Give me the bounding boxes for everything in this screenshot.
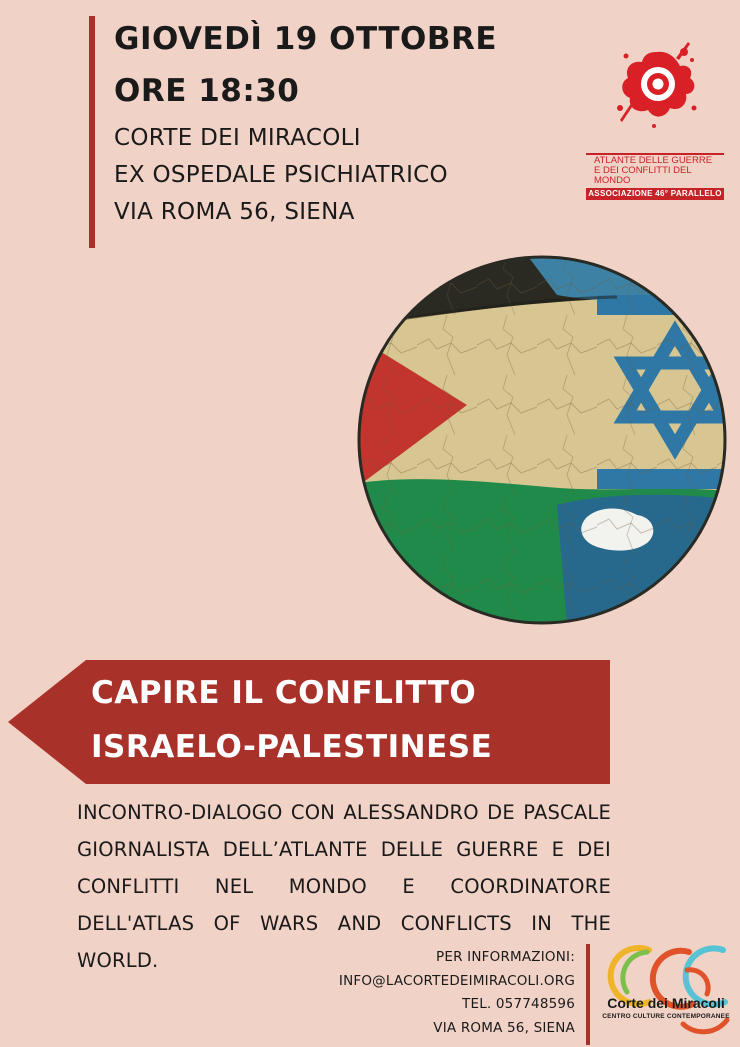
- organizer-name-line: E DEI CONFLITTI DEL MONDO: [594, 165, 692, 186]
- organizer-name-line: ATLANTE DELLE GUERRE: [594, 155, 713, 166]
- target-splat-icon: [614, 38, 698, 130]
- palestine-israel-flags-icon: [357, 255, 727, 625]
- event-details: [114, 22, 584, 225]
- info-divider: [586, 944, 590, 1045]
- event-date: GIOVEDÌ 19 OTTOBRE: [114, 21, 498, 57]
- event-title-line-1: CAPIRE IL CONFLITTO: [91, 675, 477, 711]
- venue-name: CORTE DEI MIRACOLI: [114, 125, 361, 151]
- contact-address: VIA ROMA 56, SIENA: [433, 1019, 575, 1036]
- organizer-name: [594, 156, 726, 186]
- event-time: ORE 18:30: [114, 73, 300, 109]
- venue-logo-name: Corte dei Miracoli: [607, 995, 725, 1011]
- event-description: INCONTRO-DIALOGO CON ALESSANDRO DE PASCALE GIORNALISTA DELL’ATLANTE DELLE GUERRE E DEI CONFLITTI NEL MONDO E COORDINATORE DELL'ATLAS OF WARS AND CONFLICTS IN THE WORLD.: [77, 801, 611, 972]
- venue-logo: [597, 940, 737, 1045]
- info-heading: PER INFORMAZIONI:: [436, 949, 575, 965]
- venue-address: VIA ROMA 56, SIENA: [114, 199, 355, 225]
- contact-info: [320, 946, 575, 1040]
- venue-building: EX OSPEDALE PSICHIATRICO: [114, 162, 448, 188]
- organizer-tagline: ASSOCIAZIONE 46° PARALLELO: [586, 188, 724, 200]
- email-link[interactable]: INFO@LACORTEDEIMIRACOLI.ORG: [338, 972, 575, 989]
- venue-logo-subtitle: CENTRO CULTURE CONTEMPORANEE: [602, 1013, 730, 1020]
- ccc-circles-icon: [597, 940, 737, 1045]
- organizer-logo: [586, 38, 726, 204]
- event-title-line-2: ISRAELO-PALESTINESE: [91, 729, 493, 765]
- accent-bar: [89, 16, 95, 248]
- phone-number: TEL. 057748596: [462, 996, 575, 1012]
